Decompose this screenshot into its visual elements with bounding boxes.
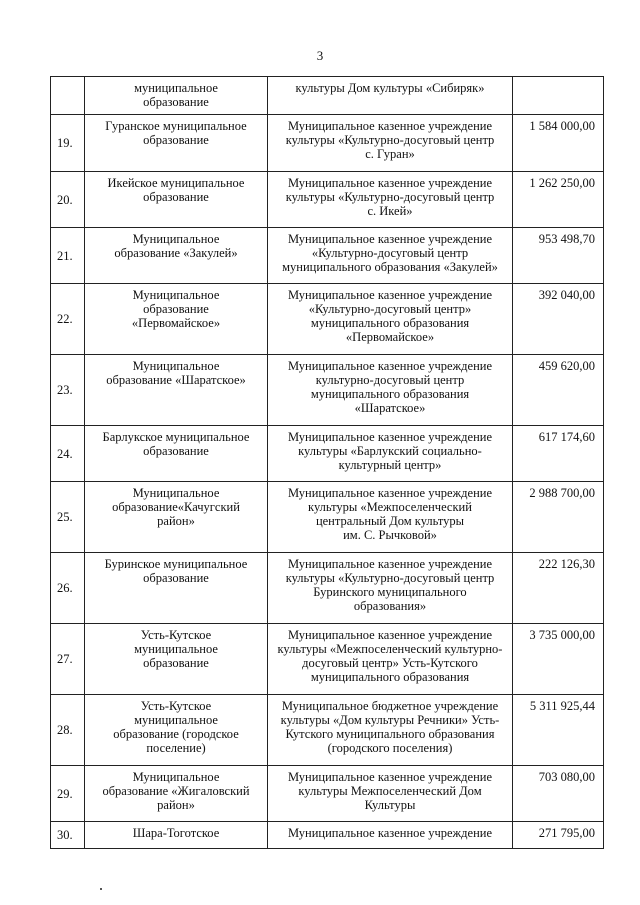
- institution-cell: Муниципальное казенное учреждение: [268, 822, 513, 849]
- amount-cell: 1 584 000,00: [513, 115, 604, 172]
- row-number: 30.: [51, 822, 85, 849]
- municipality-cell: Муниципальное образование «Шаратское»: [85, 355, 268, 426]
- table-row: [51, 553, 604, 624]
- row-number: 27.: [51, 624, 85, 695]
- table-row: [51, 115, 604, 172]
- row-number: 23.: [51, 355, 85, 426]
- row-number: [51, 77, 85, 115]
- institution-cell: Муниципальное казенное учреждение культуры «Межпоселенческий культурно- досуговый центр» Усть-Кутского муниципального образования: [268, 624, 513, 695]
- table-row: [51, 624, 604, 695]
- row-number: 29.: [51, 766, 85, 822]
- amount-cell: 617 174,60: [513, 426, 604, 482]
- municipality-cell: Усть-Кутское муниципальное образование (городское поселение): [85, 695, 268, 766]
- scan-speck: [100, 888, 102, 890]
- amount-cell: 392 040,00: [513, 284, 604, 355]
- institution-cell: Муниципальное казенное учреждение культуры «Культурно-досуговый центр Буринского муниципального образования»: [268, 553, 513, 624]
- table-row: [51, 482, 604, 553]
- row-number: 21.: [51, 228, 85, 284]
- row-number: 20.: [51, 172, 85, 228]
- amount-cell: 271 795,00: [513, 822, 604, 849]
- municipality-cell: Гуранское муниципальное образование: [85, 115, 268, 172]
- row-number: 24.: [51, 426, 85, 482]
- row-number: 28.: [51, 695, 85, 766]
- institution-cell: культуры Дом культуры «Сибиряк»: [268, 77, 513, 115]
- municipality-cell: Муниципальное образование «Первомайское»: [85, 284, 268, 355]
- table-row: [51, 77, 604, 115]
- amount-cell: 953 498,70: [513, 228, 604, 284]
- row-number: 22.: [51, 284, 85, 355]
- municipality-cell: Икейское муниципальное образование: [85, 172, 268, 228]
- amount-cell: 459 620,00: [513, 355, 604, 426]
- amount-cell: 2 988 700,00: [513, 482, 604, 553]
- institution-cell: Муниципальное казенное учреждение культуры «Межпоселенческий центральный Дом культуры им. С. Рычковой»: [268, 482, 513, 553]
- table-row: [51, 355, 604, 426]
- table-row: [51, 426, 604, 482]
- municipality-cell: Муниципальное образование«Качугский район»: [85, 482, 268, 553]
- row-number: 25.: [51, 482, 85, 553]
- institution-cell: Муниципальное казенное учреждение культуры «Барлукский социально- культурный центр»: [268, 426, 513, 482]
- table-row: [51, 284, 604, 355]
- institution-cell: Муниципальное казенное учреждение «Культурно-досуговый центр» муниципального образования «Первомайское»: [268, 284, 513, 355]
- table-row: [51, 172, 604, 228]
- municipality-cell: Усть-Кутское муниципальное образование: [85, 624, 268, 695]
- amount-cell: 703 080,00: [513, 766, 604, 822]
- table-row: [51, 695, 604, 766]
- funding-table: [50, 76, 604, 849]
- institution-cell: Муниципальное казенное учреждение культурно-досуговый центр муниципального образования «Шаратское»: [268, 355, 513, 426]
- municipality-cell: Буринское муниципальное образование: [85, 553, 268, 624]
- institution-cell: Муниципальное казенное учреждение культуры «Культурно-досуговый центр с. Икей»: [268, 172, 513, 228]
- institution-cell: Муниципальное казенное учреждение культуры «Культурно-досуговый центр с. Гуран»: [268, 115, 513, 172]
- amount-cell: [513, 77, 604, 115]
- institution-cell: Муниципальное бюджетное учреждение культуры «Дом культуры Речники» Усть- Кутского муниципального образования (городского поселения): [268, 695, 513, 766]
- amount-cell: 5 311 925,44: [513, 695, 604, 766]
- institution-cell: Муниципальное казенное учреждение «Культурно-досуговый центр муниципального образования «Закулей»: [268, 228, 513, 284]
- table-row: [51, 822, 604, 849]
- row-number: 26.: [51, 553, 85, 624]
- table-row: [51, 228, 604, 284]
- page-number: 3: [316, 48, 324, 63]
- amount-cell: 222 126,30: [513, 553, 604, 624]
- amount-cell: 1 262 250,00: [513, 172, 604, 228]
- institution-cell: Муниципальное казенное учреждение культуры Межпоселенческий Дом Культуры: [268, 766, 513, 822]
- amount-cell: 3 735 000,00: [513, 624, 604, 695]
- municipality-cell: Муниципальное образование «Закулей»: [85, 228, 268, 284]
- row-number: 19.: [51, 115, 85, 172]
- municipality-cell: Шара-Тоготское: [85, 822, 268, 849]
- table-row: [51, 766, 604, 822]
- municipality-cell: Муниципальное образование «Жигаловский район»: [85, 766, 268, 822]
- municipality-cell: Барлукское муниципальное образование: [85, 426, 268, 482]
- municipality-cell: муниципальное образование: [85, 77, 268, 115]
